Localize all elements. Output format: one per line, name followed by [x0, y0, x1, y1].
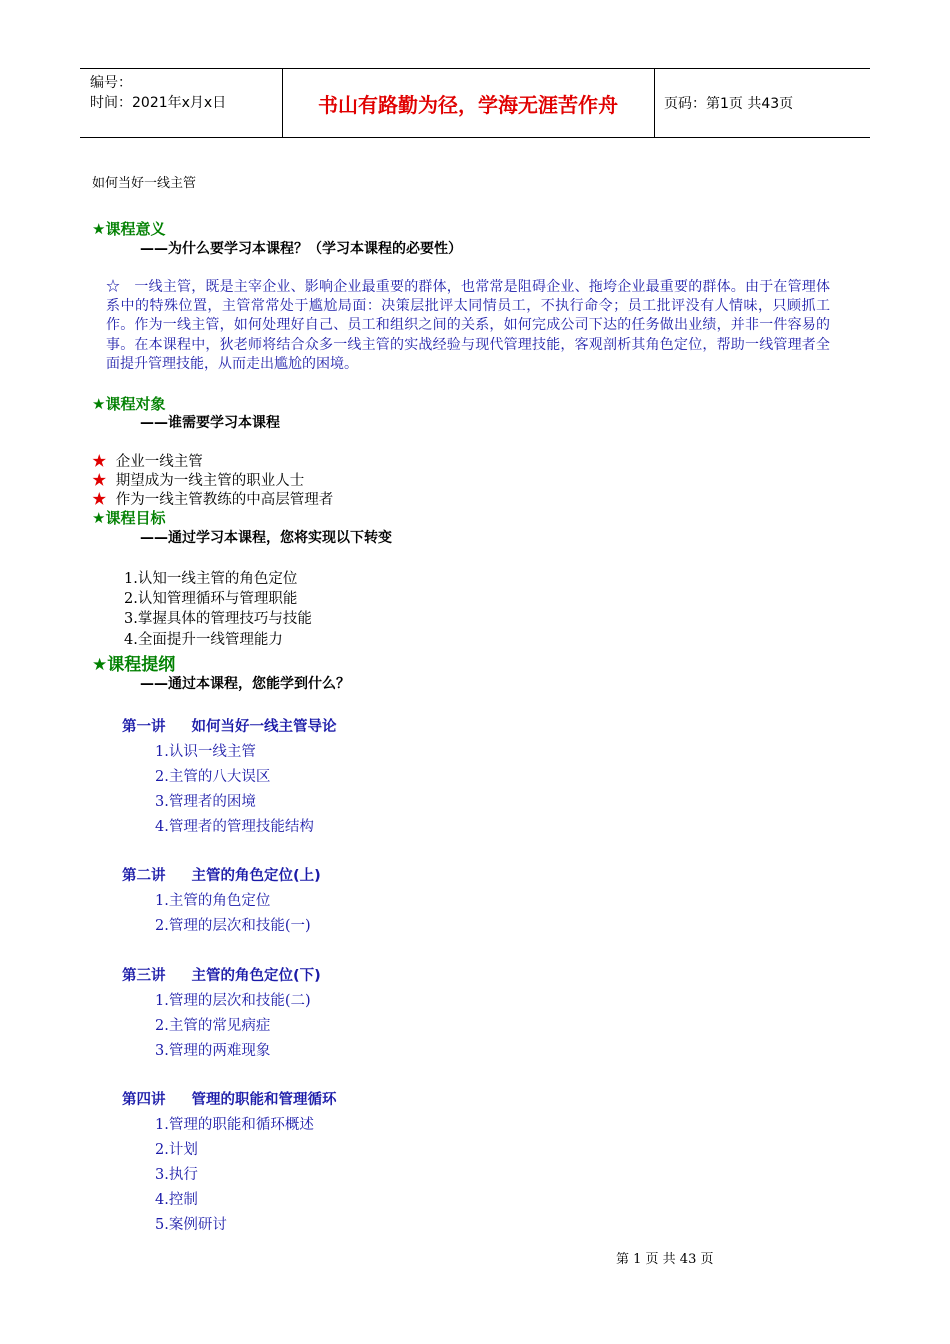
section-heading-outline: ★课程提纲 [92, 655, 176, 675]
lecture-title: 主管的角色定位(上) [191, 868, 321, 884]
lecture-item: 2.主管的八大误区 [155, 769, 271, 785]
lecture-item: 2.管理的层次和技能(一) [155, 918, 311, 934]
lecture-title: 主管的角色定位(下) [191, 968, 321, 984]
number-label: 编号： [90, 75, 132, 91]
audience-item-label: 企业一线主管 [115, 454, 203, 470]
lecture-title: 如何当好一线主管导论 [191, 719, 337, 735]
star-icon: ★ [92, 454, 107, 470]
section-subheading-goals: ——通过学习本课程，您将实现以下转变 [140, 530, 392, 546]
lecture-item: 5.案例研讨 [155, 1217, 227, 1233]
time-label: 时间：2021年x月x日 [90, 95, 227, 111]
header-motto: 书山有路勤为径，学海无涯苦作舟 [318, 92, 618, 117]
lecture-item: 1.认识一线主管 [155, 744, 256, 760]
star-icon: ★ [92, 473, 107, 489]
audience-item-label: 作为一线主管教练的中高层管理者 [115, 492, 334, 508]
lecture-number: 第二讲 [122, 868, 166, 884]
header-meta [90, 73, 226, 113]
lecture-item: 3.管理者的困境 [155, 794, 256, 810]
lecture-number: 第四讲 [122, 1092, 166, 1108]
section-heading-goals: ★课程目标 [92, 509, 166, 527]
lecture-item: 3.执行 [155, 1167, 198, 1183]
section-subheading-audience: ——谁需要学习本课程 [140, 415, 280, 431]
section-subheading-significance: ——为什么要学习本课程？（学习本课程的必要性） [140, 241, 462, 257]
lecture-item: 4.控制 [155, 1192, 198, 1208]
lecture-item: 1.主管的角色定位 [155, 893, 271, 909]
audience-item [92, 469, 304, 490]
lecture-item: 2.主管的常见病症 [155, 1018, 271, 1034]
audience-item [92, 488, 333, 509]
audience-item-label: 期望成为一线主管的职业人士 [115, 473, 305, 489]
header-page-info: 页码：第1页 共43页 [664, 96, 794, 112]
significance-paragraph: ☆ 一线主管，既是主宰企业、影响企业最重要的群体，也常常是阻碍企业、拖垮企业最重要的群体。由于在管理体系中的特殊位置，主管常常处于尴尬局面：决策层批评太同情员工，不执行命令；员工批评没有人情味，只顾抓工作。作为一线主管，如何处理好自己、员工和组织之间的关系，如何完成公司下达的任务做出业绩，并非一件容易的事。在本课程中，狄老师将结合众多一线主管的实战经验与现代管理技能，客观剖析其角色定位，帮助一线管理者全面提升管理技能，从而走出尴尬的困境。 [106, 279, 830, 372]
section-heading-audience: ★课程对象 [92, 395, 166, 413]
lecture-title: 管理的职能和管理循环 [191, 1092, 337, 1108]
goal-item: 1.认知一线主管的角色定位 [124, 571, 298, 587]
document-header [80, 68, 870, 138]
star-icon: ★ [92, 492, 107, 508]
goal-item: 3.掌握具体的管理技巧与技能 [124, 611, 312, 627]
doc-title: 如何当好一线主管 [92, 176, 197, 191]
page-footer: 第 1 页 共 43 页 [616, 1252, 714, 1267]
lecture-number: 第一讲 [122, 719, 166, 735]
audience-item [92, 450, 203, 471]
lecture-heading [122, 864, 321, 885]
section-subheading-outline: ——通过本课程，您能学到什么？ [140, 676, 350, 692]
lecture-item: 1.管理的职能和循环概述 [155, 1117, 314, 1133]
lecture-heading [122, 964, 321, 985]
goal-item: 4.全面提升一线管理能力 [124, 632, 283, 648]
lecture-item: 2.计划 [155, 1142, 198, 1158]
lecture-item: 4.管理者的管理技能结构 [155, 819, 314, 835]
lecture-item: 1.管理的层次和技能(二) [155, 993, 311, 1009]
header-divider [654, 69, 655, 137]
lecture-number: 第三讲 [122, 968, 166, 984]
goal-item: 2.认知管理循环与管理职能 [124, 591, 298, 607]
lecture-item: 3.管理的两难现象 [155, 1043, 271, 1059]
lecture-heading [122, 1088, 337, 1109]
lecture-heading [122, 715, 337, 736]
section-heading-significance: ★课程意义 [92, 220, 166, 238]
